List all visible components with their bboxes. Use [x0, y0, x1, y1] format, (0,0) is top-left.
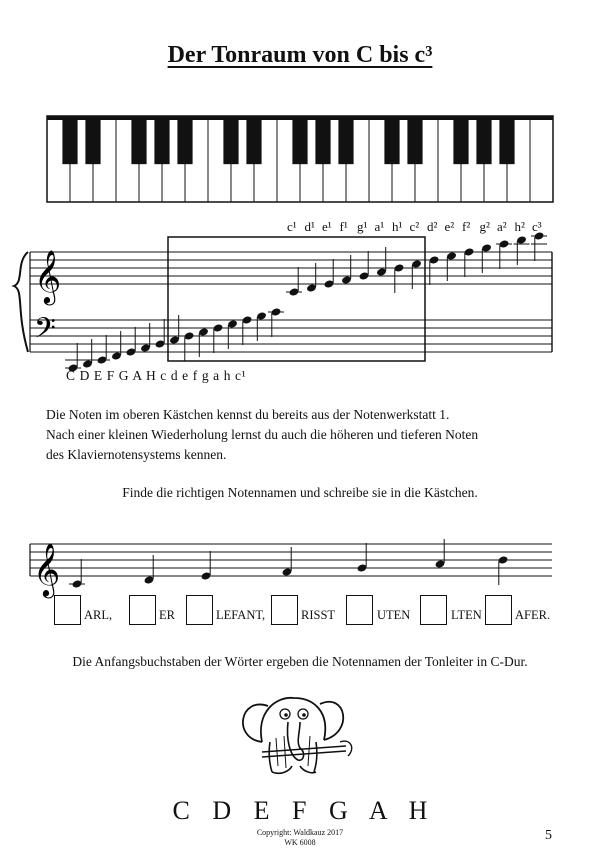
upper-note-name: h¹ [392, 219, 403, 234]
answer-box-2[interactable] [129, 595, 156, 625]
page-title: Der Tonraum von C bis c³ [167, 42, 433, 68]
upper-note-name: c¹ [287, 219, 297, 234]
upper-note-name: d¹ [304, 219, 315, 234]
answer-box-7[interactable] [485, 595, 512, 625]
black-key [246, 116, 261, 164]
upper-note-name: f¹ [339, 219, 348, 234]
bass-clef-icon: 𝄢 [34, 314, 56, 351]
answer-box-3[interactable] [186, 595, 213, 625]
black-key [315, 116, 330, 164]
piano-keyboard [47, 116, 553, 202]
upper-note-name: f² [462, 219, 471, 234]
exercise-treble-clef-icon: 𝄞 [33, 544, 61, 595]
black-key [154, 116, 169, 164]
black-key [338, 116, 353, 164]
upper-note-name: g² [479, 219, 490, 234]
copyright-line-1: Copyright: Waldkauz 2017 [256, 828, 344, 837]
answer-box-4[interactable] [271, 595, 298, 625]
upper-note-name: a¹ [374, 219, 385, 234]
answer-box-5[interactable] [346, 595, 373, 625]
black-key [407, 116, 422, 164]
word-5: UTEN [377, 608, 411, 622]
upper-note-name: g¹ [357, 219, 368, 234]
word-7: AFER. [515, 608, 551, 622]
lower-note-names: C D E F G A H c d e f g a h c¹ [66, 368, 247, 383]
black-key [292, 116, 307, 164]
treble-clef-icon: 𝄞 [34, 251, 62, 302]
elephant-drawing [243, 698, 352, 773]
black-key [62, 116, 77, 164]
answer-box-6[interactable] [420, 595, 447, 625]
page-number: 5 [545, 828, 552, 843]
black-key [476, 116, 491, 164]
summary-text: Die Anfangsbuchstaben der Wörter ergeben die Notennamen der Tonleiter in C-Dur. [72, 654, 528, 669]
highlight-box [168, 237, 425, 361]
intro-line-2: Nach einer kleinen Wiederholung lernst du auch die höheren und tieferen Noten [46, 427, 479, 442]
answer-box-1[interactable] [54, 595, 81, 625]
upper-note-name: c² [409, 219, 420, 234]
grand-staff [14, 231, 552, 372]
intro-line-1: Die Noten im oberen Kästchen kennst du bereits aus der Notenwerkstatt 1. [46, 407, 450, 422]
upper-note-name: c³ [532, 219, 542, 234]
intro-line-3: des Klaviernotensystems kennen. [46, 447, 227, 462]
upper-note-name: h² [514, 219, 525, 234]
scale-letters: C D E F G A H [172, 796, 428, 825]
copyright [0, 828, 600, 848]
black-key [131, 116, 146, 164]
copyright-line-2: WK 6008 [284, 838, 316, 847]
black-key [499, 116, 514, 164]
brace [14, 252, 28, 352]
upper-note-name: e² [444, 219, 455, 234]
black-key [177, 116, 192, 164]
word-3: LEFANT, [216, 608, 266, 622]
word-6: LTEN [451, 608, 482, 622]
upper-note-name: e¹ [322, 219, 332, 234]
word-2: ER [159, 608, 175, 622]
instruction-text: Finde die richtigen Notennamen und schreibe sie in die Kästchen. [122, 485, 478, 500]
black-key [384, 116, 399, 164]
black-key [85, 116, 100, 164]
word-4: RISST [301, 608, 336, 622]
word-1: ARL, [84, 608, 113, 622]
upper-note-name: a² [497, 219, 507, 234]
piano-top-bar [47, 116, 553, 120]
upper-note-name: d² [427, 219, 438, 234]
exercise-staff [30, 539, 552, 598]
black-key [223, 116, 238, 164]
black-key [453, 116, 468, 164]
